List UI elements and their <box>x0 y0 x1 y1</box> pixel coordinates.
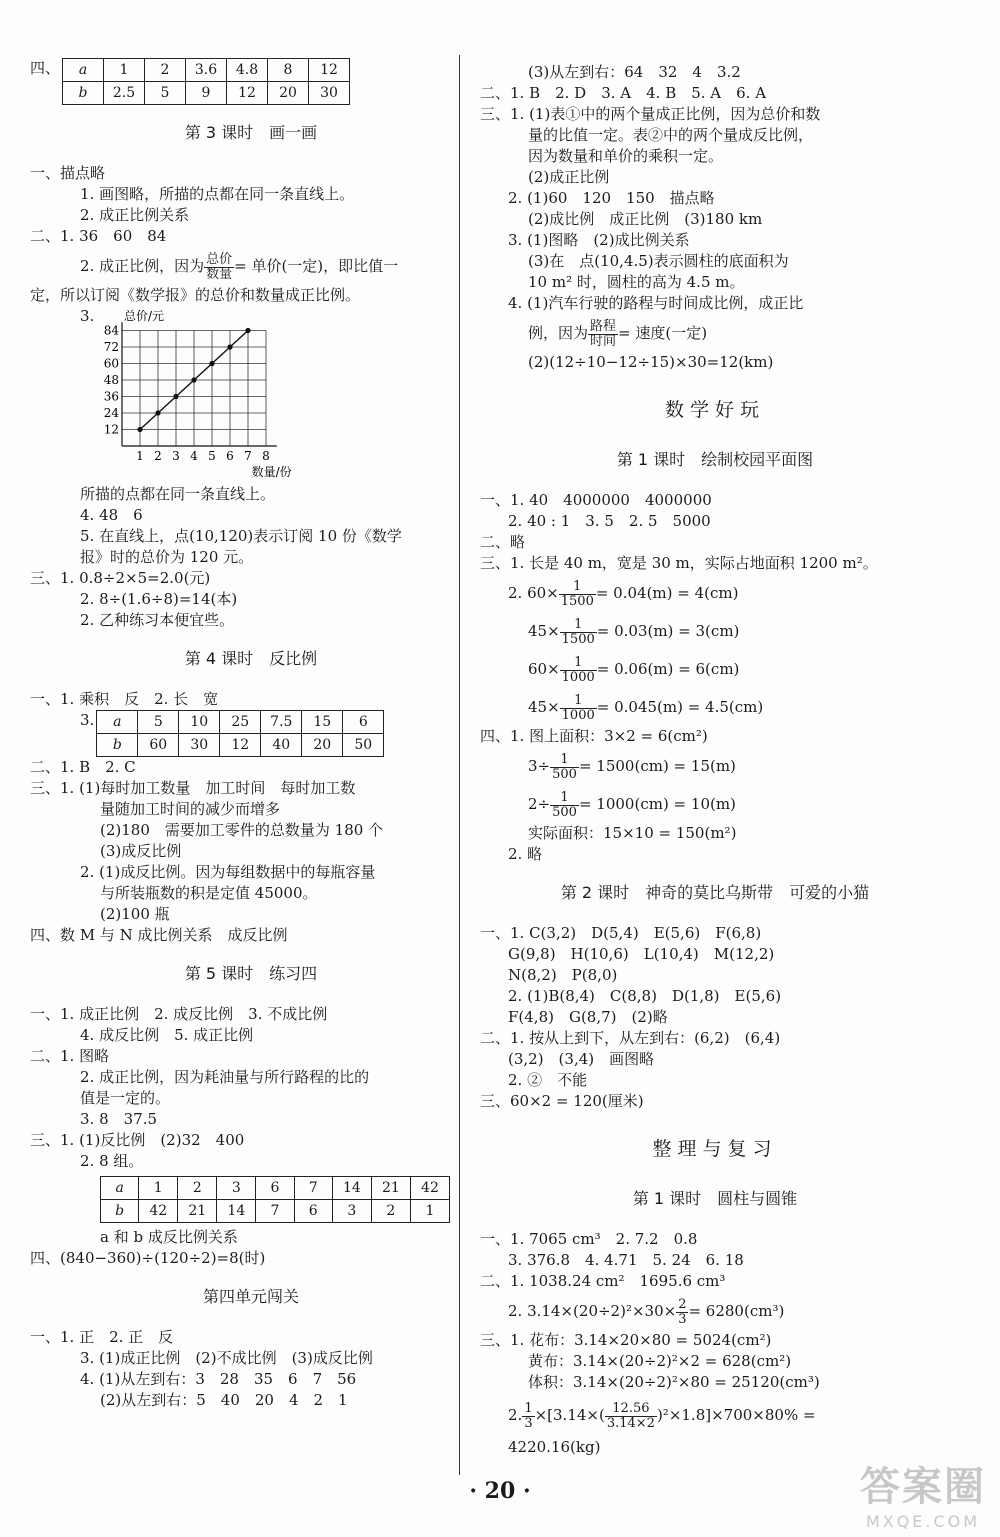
ratio-table-2 <box>96 710 384 757</box>
x-tick-label: 7 <box>244 449 252 463</box>
table-cell: 25 <box>220 711 261 734</box>
fraction <box>560 694 597 723</box>
table-cell: 3 <box>332 1200 371 1223</box>
text-line: 3. (1)图略 (2)成比例关系 <box>508 231 690 249</box>
text-line: 二、1. B 2. C <box>30 758 136 776</box>
fraction <box>522 1402 534 1431</box>
text-line: 2. ② 不能 <box>508 1071 588 1089</box>
fraction <box>559 580 596 609</box>
text-line: 2. 成正比例，因为耗油量与所行路程的比的 <box>80 1068 370 1086</box>
table-1-block <box>30 58 450 105</box>
data-point <box>137 427 142 432</box>
text-span: = 1000(cm) = 10(m) <box>578 795 736 813</box>
fraction-numerator: 1 <box>550 791 579 806</box>
text-line: 四、数 M 与 N 成比例关系 成反比例 <box>30 926 288 944</box>
fraction-numerator: 2 <box>678 1296 687 1312</box>
text-line: 二、1. 1038.24 cm² 1695.6 cm³ <box>480 1272 726 1290</box>
table-cell: 30 <box>309 82 350 105</box>
text-line: (2)(12÷10−12÷15)×30=12(km) <box>528 353 774 371</box>
y-tick-label: 48 <box>103 373 119 387</box>
text-span: 3÷ <box>528 757 551 775</box>
text-line: 4220.16(kg) <box>508 1438 601 1456</box>
x-tick-label: 8 <box>262 449 270 463</box>
fraction-line <box>52 247 450 285</box>
fraction-denominator: 3 <box>678 1311 687 1327</box>
text-line: 2. 8÷(1.6÷8)=14(本) <box>80 590 238 608</box>
text-line: 一、1. 成正比例 2. 成反比例 3. 不成比例 <box>30 1005 328 1023</box>
y-tick-label: 72 <box>103 340 119 354</box>
y-tick-label: 60 <box>103 356 119 371</box>
text-span: 2. 60× <box>508 584 559 602</box>
table-cell: 30 <box>179 734 220 757</box>
text-span: 45× <box>528 698 560 716</box>
text-span: = 0.045(m) = 4.5(cm) <box>596 698 764 716</box>
text-line: (2)成比例 成正比例 (3)180 km <box>528 210 763 228</box>
table-row <box>63 82 350 105</box>
fraction-denominator: 1000 <box>561 669 595 685</box>
fraction-line <box>480 688 950 726</box>
right-column <box>480 62 950 1458</box>
fraction <box>560 618 597 647</box>
table-cell: 2 <box>178 1177 217 1200</box>
fraction-numerator: 1 <box>560 694 597 709</box>
text-line: 3. 8 37.5 <box>80 1110 158 1128</box>
table-cell: 20 <box>268 82 309 105</box>
text-line: 2. 40 : 1 3. 5 2. 5 5000 <box>508 512 711 530</box>
text-line: 一、1. 正 2. 正 反 <box>30 1328 174 1346</box>
text-line: 4. 48 6 <box>80 506 143 524</box>
text-line: 四、1. 图上面积：3×2 = 6(cm²) <box>480 727 708 745</box>
table-2-block <box>52 710 450 757</box>
text-line: 10 m² 时，圆柱的高为 4.5 m。 <box>528 273 745 291</box>
table-cell: 4.8 <box>227 59 268 82</box>
fraction-line <box>480 1292 950 1330</box>
text-span: ×[3.14×( <box>534 1406 605 1424</box>
watermark-text: 答案圈 <box>860 1464 986 1510</box>
text-line: 2. (1)60 120 150 描点略 <box>508 189 715 207</box>
table-row <box>97 734 384 757</box>
table-cell: 7 <box>294 1177 332 1200</box>
text-line: 2. 乙种练习本便宜些。 <box>80 611 235 629</box>
y-axis-label: 总价/元 <box>124 309 165 323</box>
ratio-table-1 <box>62 58 350 105</box>
text-line: G(9,8) H(10,6) L(10,4) M(12,2) <box>508 945 775 963</box>
table-row-header: b <box>63 82 104 105</box>
table-cell: 1 <box>410 1200 449 1223</box>
fraction-line <box>480 650 950 688</box>
text-line: 所描的点都在同一条直线上。 <box>80 485 276 503</box>
text-line: 一、1. 7065 cm³ 2. 7.2 0.8 <box>480 1230 698 1248</box>
x-tick-label: 1 <box>136 449 144 463</box>
data-point <box>191 377 196 382</box>
text-line: 3. (1)成正比例 (2)不成比例 (3)成反比例 <box>80 1349 373 1367</box>
table-cell: 12 <box>220 734 261 757</box>
table-cell: 2.5 <box>104 82 145 105</box>
text-line: 体积：3.14×(20÷2)²×80 = 25120(cm³) <box>528 1373 820 1391</box>
text-line: 三、1. (1)每时加工数量 加工时间 每时加工数 <box>30 779 356 797</box>
text-line: F(4,8) G(8,7) (2)略 <box>508 1008 668 1026</box>
text-line: 4. 成反比例 5. 成正比例 <box>80 1026 254 1044</box>
section-title-unit4: 第四单元闯关 <box>202 1287 299 1306</box>
section-title-lesson3: 第 3 课时 画一画 <box>184 123 318 142</box>
text-line: 二、1. 36 60 84 <box>30 227 167 245</box>
fraction-denominator: 3 <box>524 1415 533 1431</box>
table-row <box>101 1200 450 1223</box>
fraction-line <box>480 747 950 785</box>
fraction <box>550 753 579 782</box>
fraction-denominator: 500 <box>552 804 577 820</box>
table-cell: 7 <box>256 1200 294 1223</box>
q3-label: 3. <box>80 711 95 729</box>
text-line: 三、60×2 = 120(厘米) <box>480 1092 644 1110</box>
text-line: 一、描点略 <box>30 164 106 182</box>
text-line: 三、1. 0.8÷2×5=2.0(元) <box>30 569 211 587</box>
table-cell: 6 <box>256 1177 294 1200</box>
fraction-denominator: 3.14×2 <box>606 1415 655 1431</box>
fraction <box>550 791 579 820</box>
table-row <box>97 711 384 734</box>
table-row <box>63 59 350 82</box>
text-line: 三、1. 长是 40 m，宽是 30 m，实际占地面积 1200 m²。 <box>480 554 878 572</box>
table-cell: 2 <box>371 1200 410 1223</box>
text-span: 2. <box>508 1406 523 1424</box>
fraction-denominator: 500 <box>552 766 577 782</box>
section-title-cylinder: 第 1 课时 圆柱与圆锥 <box>632 1189 798 1208</box>
fraction-denominator: 数量 <box>206 266 233 282</box>
section-title-lesson5: 第 5 课时 练习四 <box>184 964 318 983</box>
text-line: 三、1. 花布：3.14×20×80 = 5024(cm²) <box>480 1331 772 1349</box>
table-cell: 3 <box>217 1177 256 1200</box>
table-row-header: b <box>101 1200 139 1223</box>
table-cell: 15 <box>302 711 343 734</box>
fraction-line <box>480 1393 950 1437</box>
fraction <box>676 1298 688 1327</box>
text-span: = 6280(cm³) <box>688 1302 785 1320</box>
text-line: 因为数量和单价的乘积一定。 <box>528 147 724 165</box>
text-span: = 单价(一定)，即比值一 <box>234 257 399 275</box>
text-span: = 速度(一定) <box>618 324 708 342</box>
table-cell: 1 <box>139 1177 178 1200</box>
fraction-numerator: 1 <box>550 753 579 768</box>
text-line: 三、1. (1)反比例 (2)32 400 <box>30 1131 245 1149</box>
text-line: 4. (1)汽车行驶的路程与时间成比例，成正比 <box>508 294 804 312</box>
column-divider <box>459 55 460 1475</box>
table-cell: 42 <box>139 1200 178 1223</box>
table-cell: 12 <box>227 82 268 105</box>
table-cell: 7.5 <box>261 711 302 734</box>
text-span: 60× <box>528 660 560 678</box>
text-line: 四、(840−360)÷(120÷2)=8(时) <box>30 1249 266 1267</box>
table-cell: 5 <box>138 711 179 734</box>
text-line: 4. (1)从左到右：3 28 35 6 7 56 <box>80 1370 357 1388</box>
text-line: 实际面积：15×10 = 150(m²) <box>528 824 737 842</box>
data-point <box>173 394 178 399</box>
text-span: = 1500(cm) = 15(m) <box>578 757 736 775</box>
fraction-numerator: 1 <box>524 1400 533 1416</box>
text-line: a 和 b 成反比例关系 <box>100 1228 238 1246</box>
fraction-numerator: 1 <box>560 656 597 671</box>
watermark-logo <box>860 1455 986 1531</box>
table-cell: 3.6 <box>186 59 227 82</box>
table-cell: 14 <box>217 1200 256 1223</box>
fraction-denominator: 1500 <box>561 631 595 647</box>
text-span: 2. 3.14×(20÷2)²×30× <box>508 1302 677 1320</box>
text-line: (2)180 需要加工零件的总数量为 180 个 <box>100 821 384 839</box>
text-line: (3)在 点(10,4.5)表示圆柱的底面积为 <box>528 252 789 270</box>
text-line: 二、1. B 2. D 3. A 4. B 5. A 6. A <box>480 84 767 102</box>
text-line: 定，所以订阅《数学报》的总价和数量成正比例。 <box>30 286 361 304</box>
text-line: 报》时的总价为 120 元。 <box>80 548 254 566</box>
fraction <box>560 656 597 685</box>
x-tick-label: 5 <box>208 449 216 463</box>
fraction-numerator: 1 <box>559 580 596 595</box>
table-cell: 12 <box>309 59 350 82</box>
section-title-lesson4: 第 4 课时 反比例 <box>184 649 318 668</box>
fraction-denominator: 时间 <box>590 333 617 349</box>
fraction-line <box>480 612 950 650</box>
table-cell: 5 <box>145 82 186 105</box>
chapter-title-math-fun: 数学好玩 <box>664 399 765 421</box>
data-point <box>245 328 250 333</box>
text-line: 三、1. (1)表①中的两个量成正比例，因为总价和数 <box>480 105 821 123</box>
text-line: (2)100 瓶 <box>100 905 170 923</box>
text-line: 2. (1)成反比例。因为每组数据中的每瓶容量 <box>80 863 376 881</box>
table-cell: 20 <box>302 734 343 757</box>
x-tick-label: 6 <box>226 449 234 463</box>
table-cell: 14 <box>332 1177 371 1200</box>
table-row-header: a <box>63 59 104 82</box>
table-cell: 10 <box>179 711 220 734</box>
x-tick-label: 4 <box>190 449 198 463</box>
table-cell: 21 <box>178 1200 217 1223</box>
table-3-block <box>52 1176 450 1223</box>
table-cell: 1 <box>104 59 145 82</box>
table-cell: 21 <box>371 1177 410 1200</box>
text-line: N(8,2) P(8,0) <box>508 966 618 984</box>
chapter-title-review: 整理与复习 <box>652 1138 778 1160</box>
text-line: 值是一定的。 <box>80 1089 171 1107</box>
x-tick-label: 2 <box>154 449 162 463</box>
fraction-denominator: 1500 <box>560 593 594 609</box>
fraction <box>588 320 618 349</box>
text-line: 一、1. 乘积 反 2. 长 宽 <box>30 690 219 708</box>
text-line: 量随加工时间的减少而增多 <box>100 800 281 818</box>
text-line: (3)从左到右：64 32 4 3.2 <box>528 63 741 81</box>
text-line: 2. (1)B(8,4) C(8,8) D(1,8) E(5,6) <box>508 987 782 1005</box>
text-span: = 0.04(m) = 4(cm) <box>595 584 739 602</box>
table-cell: 42 <box>410 1177 449 1200</box>
table-row-header: a <box>101 1177 139 1200</box>
section-title-school-map: 第 1 课时 绘制校园平面图 <box>616 450 814 469</box>
text-line: 二、1. 图略 <box>30 1047 110 1065</box>
section-title-mobius: 第 2 课时 神奇的莫比乌斯带 可爱的小猫 <box>560 883 870 902</box>
text-line: 5. 在直线上，点(10,120)表示订阅 10 份《数学 <box>80 527 402 545</box>
fraction-numerator: 12.56 <box>605 1402 657 1417</box>
text-span: 2. 成正比例，因为 <box>80 257 205 275</box>
text-line: (3)成反比例 <box>100 842 182 860</box>
fraction-numerator: 总价 <box>206 251 233 267</box>
text-line: 2. 8 组。 <box>80 1152 144 1170</box>
page-number: · 20 · <box>469 1478 531 1504</box>
text-line: 一、1. 40 4000000 4000000 <box>480 491 712 509</box>
text-span: = 0.06(m) = 6(cm) <box>596 660 740 678</box>
text-line: 1. 画图略，所描的点都在同一条直线上。 <box>80 185 355 203</box>
text-line: 量的比值一定。表②中的两个量成反比例， <box>528 126 814 144</box>
table-cell: 6 <box>294 1200 332 1223</box>
chart-block <box>52 306 450 484</box>
text-span: 例，因为 <box>528 324 589 342</box>
table-cell: 6 <box>343 711 384 734</box>
question-3-label: 3. <box>80 307 95 325</box>
y-tick-label: 12 <box>103 422 119 437</box>
text-line: 二、略 <box>480 533 526 551</box>
data-point <box>209 361 214 366</box>
x-axis-label: 数量/份 <box>251 465 292 479</box>
q4-label: 四、 <box>30 59 61 77</box>
text-line: (2)成正比例 <box>528 168 610 186</box>
price-quantity-chart <box>98 308 318 480</box>
table-cell: 9 <box>186 82 227 105</box>
table-cell: 60 <box>138 734 179 757</box>
table-cell: 8 <box>268 59 309 82</box>
data-point <box>155 410 160 415</box>
table-row-header: a <box>97 711 138 734</box>
fraction <box>204 253 234 282</box>
y-tick-label: 36 <box>103 389 119 404</box>
table-row-header: b <box>97 734 138 757</box>
fraction-numerator: 路程 <box>590 318 617 334</box>
y-tick-label: 84 <box>103 323 119 338</box>
watermark-url: MXQE.COM <box>865 1512 981 1531</box>
fraction <box>605 1402 657 1431</box>
text-span: 45× <box>528 622 560 640</box>
text-line: 2. 成正比例关系 <box>80 206 190 224</box>
text-line: (3,2) (3,4) 画图略 <box>508 1050 655 1068</box>
table-row <box>101 1177 450 1200</box>
y-tick-label: 24 <box>103 406 119 420</box>
fraction-denominator: 1000 <box>561 707 595 723</box>
text-line: 一、1. C(3,2) D(5,4) E(5,6) F(6,8) <box>480 924 762 942</box>
fraction-line <box>480 314 950 352</box>
ratio-table-3 <box>100 1176 450 1223</box>
left-column <box>30 58 450 1411</box>
table-cell: 40 <box>261 734 302 757</box>
table-cell: 50 <box>343 734 384 757</box>
table-cell: 2 <box>145 59 186 82</box>
fraction-line <box>480 785 950 823</box>
text-line: 二、1. 按从上到下，从左到右：(6,2) (6,4) <box>480 1029 781 1047</box>
text-span: 2÷ <box>528 795 551 813</box>
fraction-numerator: 1 <box>560 618 597 633</box>
text-line: 黄布：3.14×(20÷2)²×2 = 628(cm²) <box>528 1352 792 1370</box>
text-line: 2. 略 <box>508 845 543 863</box>
text-span: = 0.03(m) = 3(cm) <box>596 622 740 640</box>
text-line: 3. 376.8 4. 4.71 5. 24 6. 18 <box>508 1251 744 1269</box>
fraction-line <box>480 574 950 612</box>
text-line: (2)从左到右：5 40 20 4 2 1 <box>100 1391 348 1409</box>
text-span: )²×1.8]×700×80% = <box>656 1406 816 1424</box>
data-point <box>227 344 232 349</box>
text-line: 与所装瓶数的积是定值 45000。 <box>100 884 318 902</box>
x-tick-label: 3 <box>172 449 180 463</box>
